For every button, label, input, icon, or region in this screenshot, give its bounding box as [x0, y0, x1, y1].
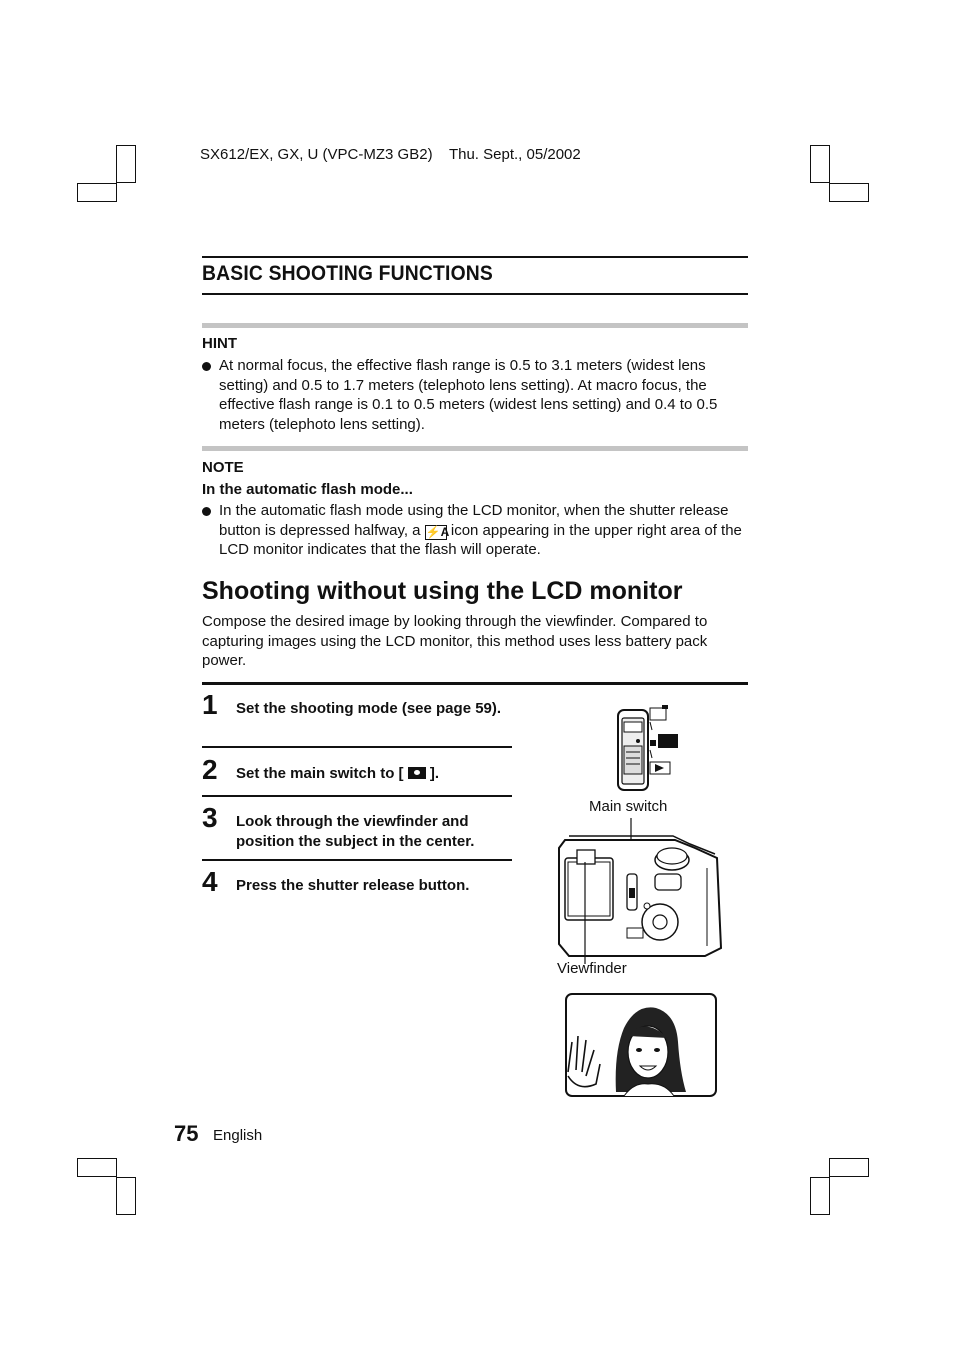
- crop-mark: [829, 1158, 869, 1177]
- step-text: Set the shooting mode (see page 59).: [236, 700, 502, 717]
- main-switch-illustration: [612, 702, 692, 794]
- hint-top-rule: [202, 323, 748, 328]
- page-number: 75: [174, 1121, 199, 1146]
- note-label: NOTE: [202, 459, 244, 476]
- step-text-before: Set the main switch to [: [236, 765, 404, 782]
- crop-mark: [829, 183, 869, 202]
- note-bullet: [202, 501, 748, 560]
- camera-mode-icon: [408, 767, 426, 779]
- section-top-rule: [202, 256, 748, 258]
- step-text-after: ].: [429, 765, 440, 782]
- step-text: Press the shutter release button.: [236, 877, 470, 894]
- hint-label: HINT: [202, 335, 237, 352]
- bullet-icon: [202, 362, 211, 371]
- step-text: [236, 764, 506, 784]
- crop-mark: [77, 1158, 117, 1177]
- hint-bottom-rule: [202, 446, 748, 451]
- step-text: Look through the viewfinder and position the subject in the center.: [236, 813, 475, 850]
- crop-mark: [116, 145, 136, 183]
- step-number: 4: [202, 866, 218, 897]
- section-title: BASIC SHOOTING FUNCTIONS: [202, 262, 494, 285]
- note-text-before: In the automatic flash mode using the LCD monitor, when the shutter release button is depressed halfway, a: [219, 502, 729, 539]
- hint-text: At normal focus, the effective flash range is 0.5 to 3.1 meters (widest lens setting) and 0.5 to 1.7 meters (telephoto lens setting). At macro focus, the effective flash range is 0.1 to 0.5 meters (widest lens setting) and 0.4 to 0.5 meters (telephoto lens setting).: [219, 357, 718, 433]
- section-bottom-rule: [202, 293, 748, 295]
- hint-bullet: [202, 356, 748, 434]
- viewfinder-label: Viewfinder: [557, 960, 627, 977]
- crop-mark: [77, 183, 117, 202]
- language-label: English: [213, 1127, 263, 1144]
- step-divider: [202, 859, 512, 861]
- steps-top-rule: [202, 682, 748, 685]
- step-number: 2: [202, 754, 218, 785]
- crop-mark: [810, 145, 830, 183]
- crop-mark: [810, 1177, 830, 1215]
- note-text: [219, 501, 748, 560]
- main-switch-label: Main switch: [589, 798, 668, 815]
- document-meta: SX612/EX, GX, U (VPC-MZ3 GB2) Thu. Sept., 05/2002: [200, 146, 581, 163]
- intro-paragraph: Compose the desired image by looking through the viewfinder. Compared to capturing images using the LCD monitor, this method uses less battery pack power.: [202, 613, 708, 669]
- step-divider: [202, 795, 512, 797]
- page-title: Shooting without using the LCD monitor: [202, 577, 683, 605]
- flash-auto-icon: ⚡A: [425, 524, 450, 539]
- note-text-after: icon appearing in the upper right area of the LCD monitor indicates that the flash will operate.: [219, 521, 742, 558]
- camera-illustration: [555, 818, 727, 964]
- step-number: 3: [202, 802, 218, 833]
- crop-mark: [116, 1177, 136, 1215]
- step-number: 1: [202, 689, 218, 720]
- viewfinder-view-illustration: [564, 992, 718, 1098]
- step-divider: [202, 746, 512, 748]
- bullet-icon: [202, 507, 211, 516]
- note-subtitle: In the automatic flash mode...: [202, 481, 413, 498]
